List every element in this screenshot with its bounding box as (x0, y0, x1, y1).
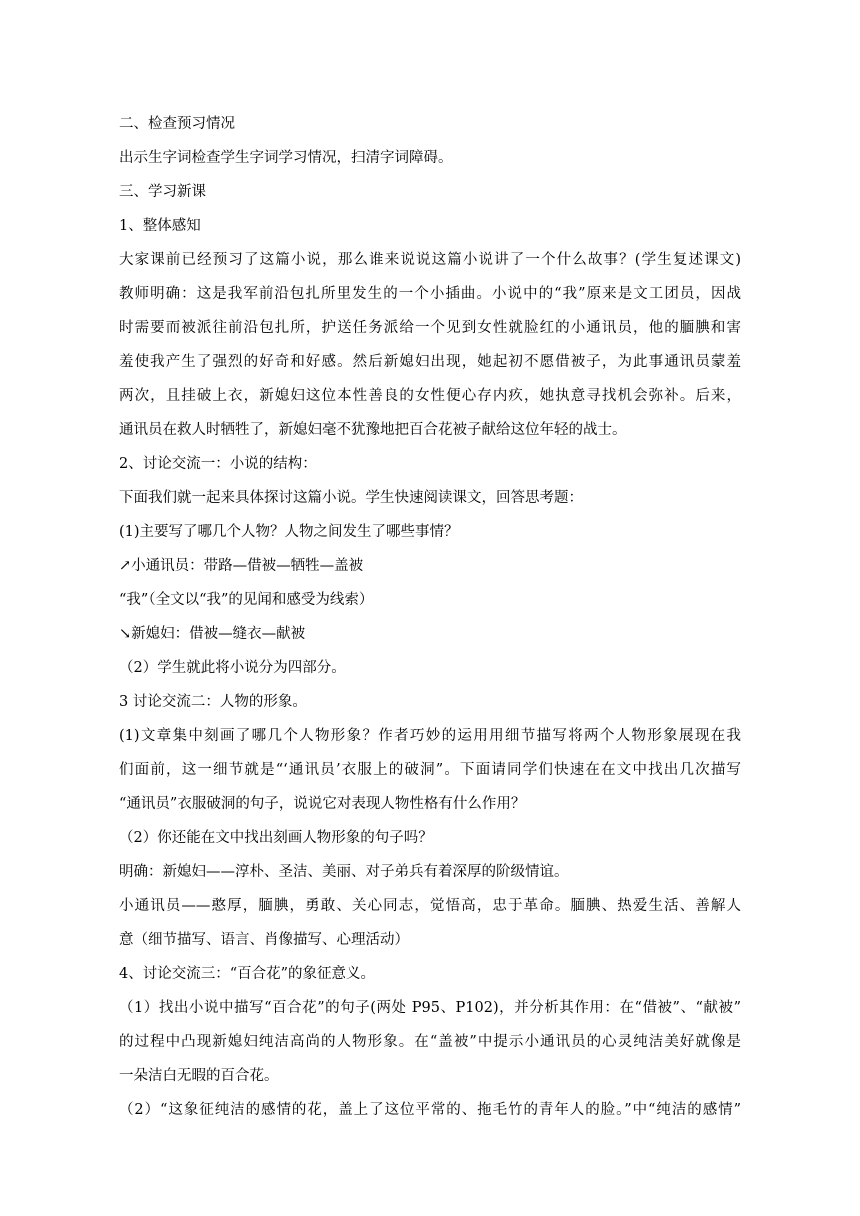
paragraph-line: 教师明确：这是我军前沿包扎所里发生的一个小插曲。小说中的“我”原来是文工团员，因战 (119, 286, 741, 302)
subsection-heading-structure: 2、讨论交流一：小说的结构： (119, 456, 317, 472)
subsection-heading-overview: 1、整体感知 (119, 218, 201, 234)
section-heading-review: 二、检查预习情况 (119, 116, 235, 132)
subsection-heading-characters: 3 讨论交流二：人物的形象。 (119, 694, 307, 710)
subsection-heading-symbolism: 4、讨论交流三：“百合花”的象征意义。 (119, 966, 376, 982)
question-line: （2）你还能在文中找出刻画人物形象的句子吗？ (119, 830, 433, 846)
paragraph-line: 意（细节描写、语言、肖像描写、心理活动） (119, 932, 409, 948)
paragraph-line: 下面我们就一起来具体探讨这篇小说。学生快速阅读课文，回答思考题： (119, 490, 583, 506)
paragraph-line: 时需要而被派往前沿包扎所，护送任务派给一个见到女性就脸红的小通讯员，他的腼腆和害 (119, 320, 741, 336)
paragraph-line: （2）“这象征纯洁的感情的花，盖上了这位平常的、拖毛竹的青年人的脸。”中“纯洁的感情” (119, 1102, 741, 1118)
structure-line-messenger: ↗小通讯员：带路—借被—牺牲—盖被 (119, 558, 364, 574)
paragraph-line: 们面前，这一细节就是“‘通讯员’衣服上的破洞”。下面请同学们快速在在文中找出几次描写 (119, 762, 741, 778)
paragraph-line: “通讯员”衣服破洞的句子，说说它对表现人物性格有什么作用？ (119, 796, 526, 812)
paragraph-line: 的过程中凸现新媳妇纯洁高尚的人物形象。在“盖被”中提示小通讯员的心灵纯洁美好就像是 (119, 1034, 741, 1050)
document-page (119, 107, 741, 1127)
paragraph-line: 明确：新媳妇——淳朴、圣洁、美丽、对子弟兵有着深厚的阶级情谊。 (119, 864, 569, 880)
structure-line-narrator: “我”（全文以“我”的见闻和感受为线索） (119, 592, 374, 608)
paragraph-line: 出示生字词检查学生字词学习情况，扫清字词障碍。 (119, 150, 453, 166)
question-line: (1)主要写了哪几个人物？人物之间发生了哪些事情？ (119, 524, 459, 540)
structure-line-bride: ↘新媳妇：借被—缝衣—献被 (119, 626, 306, 642)
paragraph-line: （1）找出小说中描写“百合花”的句子(两处 P95、P102)，并分析其作用：在“借被”、“献被” (119, 1000, 741, 1016)
paragraph-line: 大家课前已经预习了这篇小说，那么谁来说说这篇小说讲了一个什么故事？(学生复述课文) (119, 252, 741, 268)
paragraph-line: 通讯员在救人时牺牲了，新媳妇毫不犹豫地把百合花被子献给这位年轻的战士。 (119, 422, 627, 438)
paragraph-line: (1)文章集中刻画了哪几个人物形象？作者巧妙的运用用细节描写将两个人物形象展现在我 (119, 728, 741, 744)
section-heading-new-lesson: 三、学习新课 (119, 184, 206, 200)
paragraph-line: 小通讯员——憨厚，腼腆，勇敢、关心同志，觉悟高，忠于革命。腼腆、热爱生活、善解人 (119, 898, 741, 914)
paragraph-line: 两次，且挂破上衣，新媳妇这位本性善良的女性便心存内疚，她执意寻找机会弥补。后来， (119, 388, 741, 404)
question-line: （2）学生就此将小说分为四部分。 (119, 660, 346, 676)
paragraph-line: 羞使我产生了强烈的好奇和好感。然后新媳妇出现，她起初不愿借被子，为此事通讯员蒙羞 (119, 354, 741, 370)
paragraph-line: 一朵洁白无暇的百合花。 (119, 1068, 279, 1084)
